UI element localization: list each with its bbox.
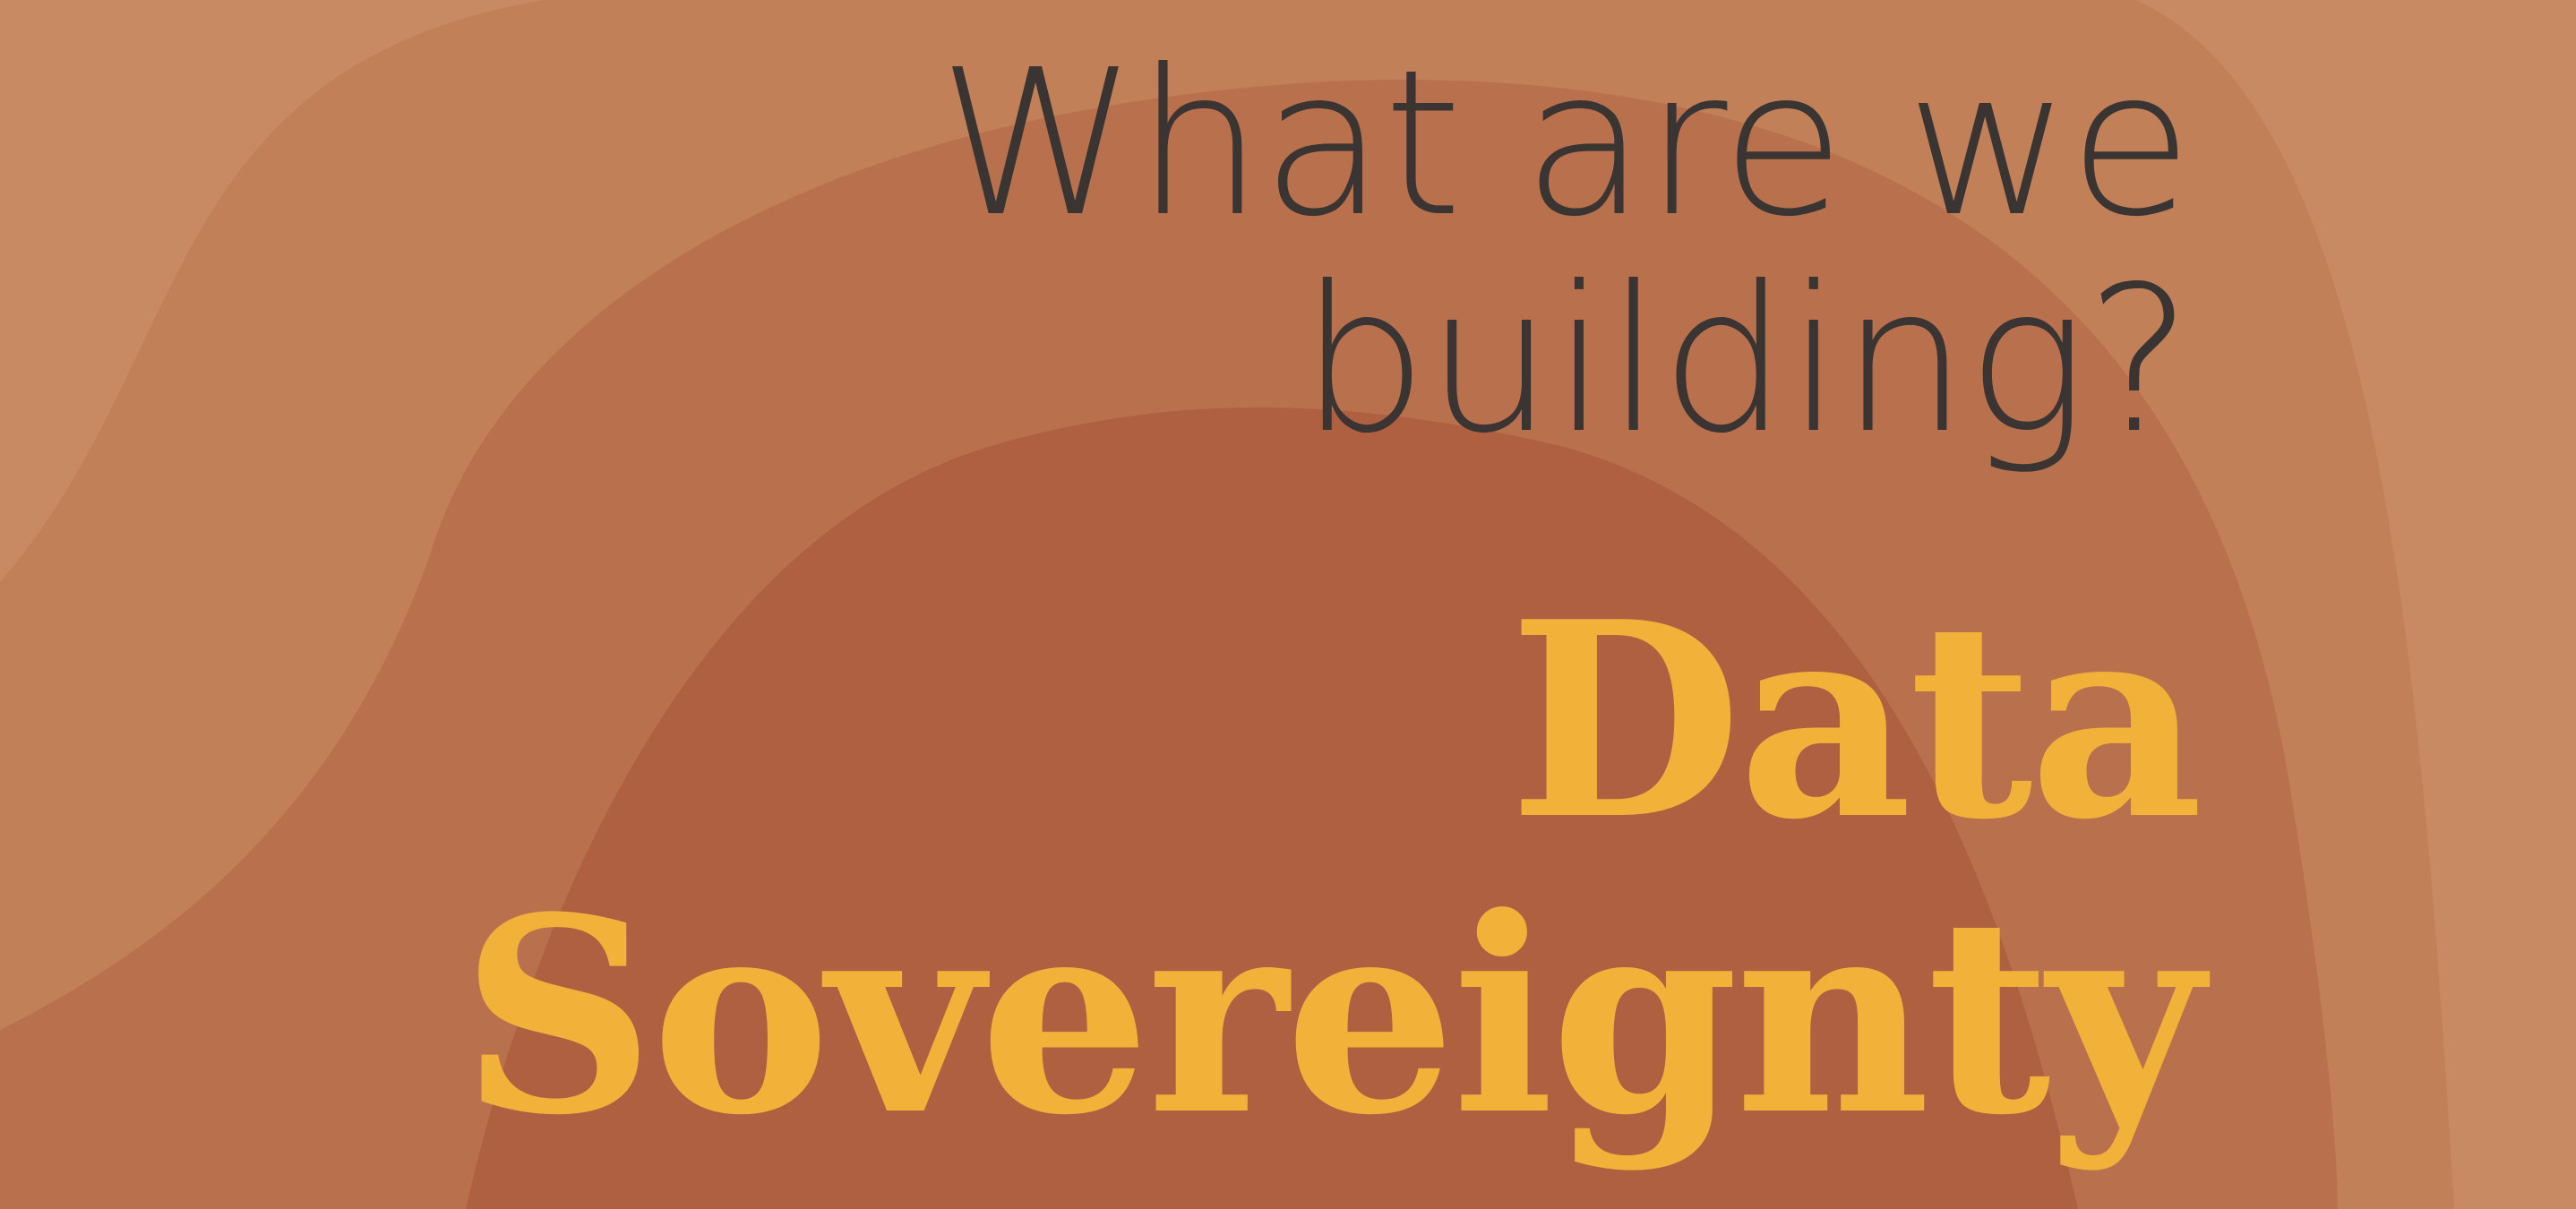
title-line-2: Sovereignty [460, 858, 2200, 1174]
question-heading [937, 27, 2191, 478]
title-line-1: Data [1508, 562, 2200, 879]
question-line-1: What are we [938, 27, 2191, 262]
slide-title [229, 562, 2200, 1174]
question-line-2: building? [1300, 244, 2191, 478]
